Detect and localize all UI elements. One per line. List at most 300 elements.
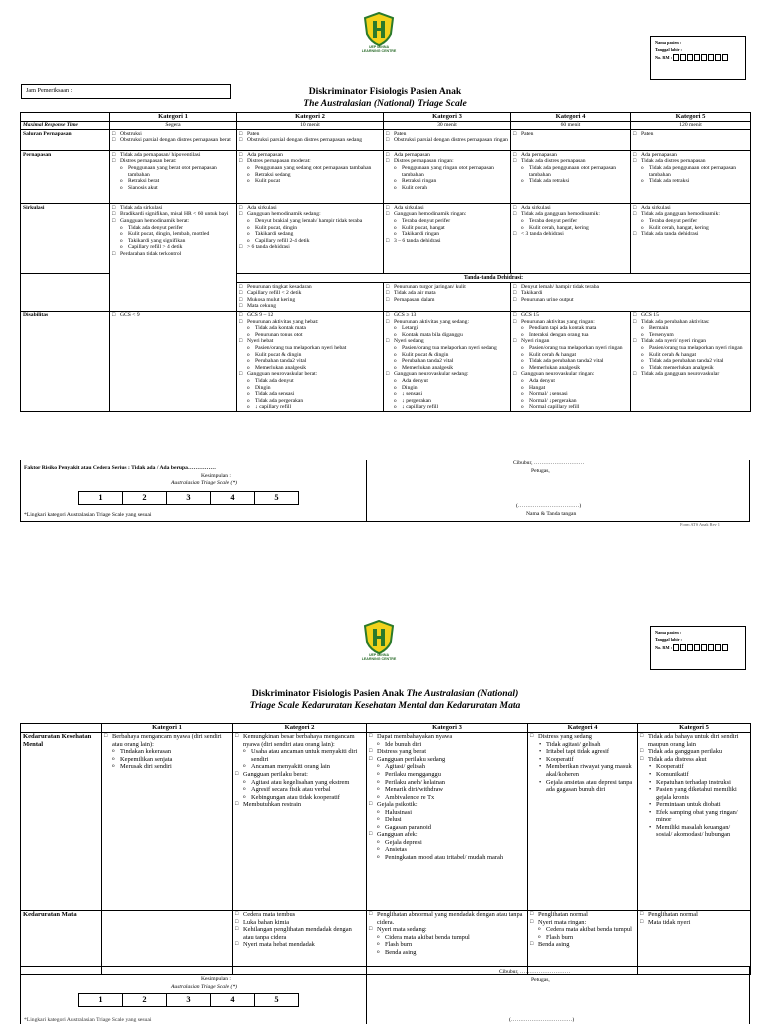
triage-table-page1 — [20, 112, 751, 412]
bullet-item: o Bermain — [633, 325, 748, 332]
checkbox-item[interactable]: □ Obstruksi parsial dengan distres pernapasan ringan — [386, 137, 508, 144]
mental-label: Kedaruratan Kesehatan Mental — [21, 732, 102, 910]
bullet-item: • Gejala ansietas atau depresi tanpa ada gagasan bunuh diri — [530, 779, 635, 794]
airway-cell-4 — [511, 130, 631, 151]
bullet-item: o Penurunan tonus otot — [239, 332, 381, 339]
bullet-item: • Iritabel tapi tidak agresif — [530, 748, 635, 756]
logo-subtext-2: UEP MINNA — [368, 653, 390, 657]
bullet-item: • Tidak agitasi/ gelisah — [530, 741, 635, 749]
bullet-item: o Dingin — [239, 385, 381, 392]
checkbox-item[interactable]: □ > 6 tanda dehidrasi — [239, 244, 381, 251]
eye-cell-3 — [367, 910, 528, 974]
bullet-item: o Retraksi berat — [112, 178, 234, 185]
signature-name-label: Nama & Tanda tangan — [526, 511, 577, 517]
circulation-cell-4 — [511, 204, 631, 274]
breathing-row — [21, 151, 751, 204]
bullet-item: o Flash burn — [369, 941, 525, 949]
circulation-cell-2 — [237, 204, 384, 274]
eye-cell-5 — [638, 910, 751, 974]
bullet-item: o Teraba denyut perifer — [513, 218, 628, 225]
page1-title-block — [240, 86, 530, 110]
checkbox-item[interactable]: □ Bradikardi signifikan, misal HR < 60 untuk bayi — [112, 211, 234, 218]
response-time-3: 30 menit — [384, 121, 511, 130]
bullet-item: o Tindakan kekerasan — [104, 748, 230, 756]
header2-kategori-1: Kategori 1 — [102, 724, 233, 733]
checkbox-item[interactable]: □ 3 – 6 tanda dehidrasi — [386, 238, 508, 245]
bullet-item: o Tidak ada sensasi — [239, 391, 381, 398]
checkbox-item[interactable]: □ Ada sirkulasi — [239, 205, 381, 212]
checkbox-item[interactable]: □ Tidak ada pernapasan/ hipoventilasi — [112, 152, 234, 159]
bullet-item: o Teraba denyut perifer — [386, 218, 508, 225]
bullet-item: • Efek samping obat yang ringan/ minor — [640, 809, 748, 824]
checkbox-item[interactable]: □ Penurunan aktivitas yang hebat: — [239, 319, 381, 326]
checkbox-item[interactable]: □ Tidak ada distres pernapasan — [513, 158, 628, 165]
bullet-item: o Capillary refill > 4 detik — [112, 244, 234, 251]
checkbox-item[interactable]: □ GCS ≥ 13 — [386, 312, 508, 319]
bullet-item: o Capillary refill 2-4 detik — [239, 238, 381, 245]
response-time-1: Segera — [110, 121, 237, 130]
bullet-item: o Kulit cerah, hangat, kering — [513, 225, 628, 232]
bullet-item: o Kebingungan atau tidak kooperatif — [235, 794, 364, 802]
bullet-item: o Pasien/orang tua melaporkan nyeri sedang — [386, 345, 508, 352]
bullet-item: o Perubahan tanda2 vital — [386, 358, 508, 365]
bullet-item: o Sianosis akut — [112, 185, 234, 192]
bullet-item: • Memberikan riwayat yang masuk akal/koheren — [530, 763, 635, 778]
checkbox-item[interactable]: □ Berbahaya mengancam nyawa (diri sendiri atau orang lain): — [104, 733, 230, 748]
patient-id-box — [650, 36, 746, 80]
logo-text: LEARNING CENTRE — [361, 48, 397, 53]
bullet-item: o Perilaku mengganggu — [369, 771, 525, 779]
learning-centre-logo-2 — [354, 620, 404, 670]
checkbox-item[interactable]: □ Dapat membahayakan nyawa — [369, 733, 525, 741]
bullet-item: • Permintaan untuk diobati — [640, 801, 748, 809]
dehydration-spacer-2 — [21, 283, 110, 311]
scale2-option-5[interactable]: 5 — [255, 994, 299, 1007]
checkbox-item[interactable]: □ Tidak ada tanda dehidrasi — [633, 231, 748, 238]
bullet-item: o Kulit pucat, dingin, lembab, mottled — [112, 231, 234, 238]
bullet-item: o Tidak ada penggunaan otot pernapasan tambahan — [633, 165, 748, 178]
dehydration-cell-3 — [511, 283, 751, 311]
disability-cell-3 — [384, 311, 511, 412]
page1-subtitle: The Australasian (National) Triage Scale — [303, 97, 467, 109]
cibubur-line[interactable]: Cibubur, ……………………… — [513, 460, 585, 466]
checkbox-item[interactable]: □ Gangguan hemodinamik sedang: — [239, 211, 381, 218]
signature-line[interactable]: (……………………………) — [516, 503, 582, 509]
scale-option-2[interactable]: 2 — [123, 492, 167, 505]
bullet-item: o Memerlukan analgesik — [513, 365, 628, 372]
patient-name-label-2: Nama pasien : — [655, 630, 682, 635]
bullet-item: o Gagasan paranoid — [369, 824, 525, 832]
mental-cell-4 — [528, 732, 638, 910]
checkbox-item[interactable]: □ Kehilangan penglihatan mendadak dengan atau tanpa cidera — [235, 926, 364, 941]
checkbox-item[interactable]: □ GCS 15 — [513, 312, 628, 319]
bullet-item: • Kooperatif — [640, 763, 748, 771]
checkbox-item[interactable]: □ Tidak ada gangguan perilaku — [640, 748, 748, 756]
bullet-item: o Perilaku aneh/ kelainan — [369, 779, 525, 787]
bullet-item: o Hangat — [513, 385, 628, 392]
checkbox-item[interactable]: □ Nyeri ringan — [513, 338, 628, 345]
bullet-item: o Interaksi dengan orang tua — [513, 332, 628, 339]
bullet-item: o Menarik diri/withdraw — [369, 786, 525, 794]
bullet-item: • Memiliki masalah keuangan/ sosial/ akomodasi/ hubungan — [640, 824, 748, 839]
bullet-item: • Kooperatif — [530, 756, 635, 764]
logo-text-2: LEARNING CENTRE — [361, 656, 397, 661]
header2-kategori-3: Kategori 3 — [367, 724, 528, 733]
circulation-label: Sirkulasi — [21, 204, 110, 274]
kesimpulan-label-2: Kesimpulan : — [201, 976, 231, 982]
checkbox-item[interactable]: □ Paten — [633, 131, 748, 138]
header-kategori-4: Kategori 4 — [511, 113, 631, 122]
checkbox-item[interactable]: □ Paten — [513, 131, 628, 138]
scale2-option-1[interactable]: 1 — [79, 994, 123, 1007]
checkbox-item[interactable]: □ Tidak ada gangguan hemodinamik: — [513, 211, 628, 218]
bullet-item: o Tidak ada retraksi — [513, 178, 628, 185]
bullet-item: o Kulit pucat & dingin — [386, 352, 508, 359]
response-time-4: 60 menit — [511, 121, 631, 130]
bullet-item: o Ambivalence re Tx — [369, 794, 525, 802]
bullet-item: o Tidak ada denyut perifer — [112, 225, 234, 232]
checkbox-item[interactable]: □ GCS 15 — [633, 312, 748, 319]
page2-title-c: Triage Scale Kedaruratan Kesehatan Mental dan Kedaruratan Mata — [249, 699, 521, 711]
scale-label-2: Australasian Triage Scale (*) — [171, 984, 238, 990]
bullet-item: o Ansietas — [369, 846, 525, 854]
bullet-item: o Ide bunuh diri — [369, 741, 525, 749]
checkbox-item[interactable]: □ Penglihatan abnormal yang mendadak dengan atau tanpa cidera. — [369, 911, 525, 926]
scale-label: Australasian Triage Scale (*) — [171, 480, 238, 486]
checkbox-item[interactable]: □ Ada pernapasan — [239, 152, 381, 159]
airway-cell-1 — [110, 130, 237, 151]
petugas-label: Petugas, — [531, 468, 550, 474]
eye-cell-1 — [102, 910, 233, 974]
bullet-item: o Perubahan tanda2 vital — [239, 358, 381, 365]
bullet-item: o Tidak ada pergerakan — [239, 398, 381, 405]
bullet-item: o Kulit pucat — [239, 178, 381, 185]
logo-subtext: UEP MINNA — [368, 45, 390, 49]
bullet-item: o Tidak ada penggunaan otot pernapasan tambahan — [513, 165, 628, 178]
checkbox-item[interactable]: □ Gangguan neurovaskular berat: — [239, 371, 381, 378]
airway-cell-5 — [631, 130, 751, 151]
checkbox-item[interactable]: □ Tidak ada air mata — [386, 290, 508, 297]
dehydration-spacer — [21, 274, 110, 283]
header2-kategori-5: Kategori 5 — [638, 724, 751, 733]
checkbox-item[interactable]: □ Penurunan aktivitas yang sedang: — [386, 319, 508, 326]
disability-cell-4 — [511, 311, 631, 412]
response-time-row — [21, 121, 751, 130]
kesimpulan-label: Kesimpulan : — [201, 473, 231, 479]
checkbox-item[interactable]: □ Cedera mata tembus — [235, 911, 364, 919]
bullet-item: o Pasien/orang tua melaporkan nyeri ringan — [633, 345, 748, 352]
checkbox-item[interactable]: □ Tidak ada sirkulasi — [112, 205, 234, 212]
checkbox-item[interactable]: □ Tidak ada distres pernapasan — [633, 158, 748, 165]
scale2-option-2[interactable]: 2 — [123, 994, 167, 1007]
breathing-cell-4 — [511, 151, 631, 204]
bullet-item: o Pendiam tapi ada kontak mata — [513, 325, 628, 332]
airway-cell-2 — [237, 130, 384, 151]
bullet-item: o Kulit cerah & hangat — [633, 352, 748, 359]
risk-factor-line[interactable]: Faktor Risiko Penyakit atau Cedera Serius : Tidak ada / Ada berupa…………… — [24, 465, 216, 471]
bullet-item: o Takikardi ringan — [386, 231, 508, 238]
checkbox-item[interactable]: □ Distres pernapasan berat: — [112, 158, 234, 165]
bullet-item: o Retraksi sedang — [239, 172, 381, 179]
checkbox-item[interactable]: □ Ada pernapasan — [633, 152, 748, 159]
bullet-item: o Agresif secara fisik atau verbal — [235, 786, 364, 794]
eye-label: Kedaruratan Mata — [21, 910, 102, 974]
bullet-item: o Halusinasi — [369, 809, 525, 817]
scale2-option-4[interactable]: 4 — [211, 994, 255, 1007]
checkbox-item[interactable]: □ Penurunan urine output — [513, 297, 748, 304]
checkbox-item[interactable]: □ Ada pernapasan — [513, 152, 628, 159]
bullet-item: o Memerlukan analgesik — [239, 365, 381, 372]
checkbox-item[interactable]: □ Distress yang sedang — [530, 733, 635, 741]
bullet-item: o Kulit cerah — [386, 185, 508, 192]
mental-cell-5 — [638, 732, 751, 910]
checkbox-item[interactable]: □ Takikardi — [513, 290, 748, 297]
bullet-item: o Letargi — [386, 325, 508, 332]
checkbox-item[interactable]: □ Mata cekung — [239, 303, 381, 310]
airway-label: Saluran Pernapasan — [21, 130, 110, 151]
exam-time-field[interactable] — [21, 84, 231, 99]
patient-id-box-2 — [650, 626, 746, 670]
bullet-item: o Normal/ ↓pergerakan — [513, 398, 628, 405]
scale-option-4[interactable]: 4 — [211, 492, 255, 505]
bullet-item: o Kulit pucat & dingin — [239, 352, 381, 359]
bullet-item: o Cidera mata akibat benda tumpul — [369, 934, 525, 942]
circulation-cell-1 — [110, 204, 237, 311]
header-row — [21, 113, 751, 122]
bullet-item: o Ancaman menyakiti orang lain — [235, 763, 364, 771]
bullet-item: o Agitasi/ gelisah — [369, 763, 525, 771]
checkbox-item[interactable]: □ Obstruksi — [112, 131, 234, 138]
airway-cell-3 — [384, 130, 511, 151]
disability-row — [21, 311, 751, 412]
bullet-item: o ↓ capillary refill — [239, 404, 381, 411]
header-empty — [21, 113, 110, 122]
checkbox-item[interactable]: □ Nyeri sedang — [386, 338, 508, 345]
checkbox-item[interactable]: □ Gangguan hemodinamik ringan: — [386, 211, 508, 218]
checkbox-item[interactable]: □ Kemungkinan besar berbahaya mengancam nyawa (diri sendiri atau orang lain): — [235, 733, 364, 748]
bullet-item: o Ada denyut — [513, 378, 628, 385]
checkbox-item[interactable]: □ Mukosa mulut kering — [239, 297, 381, 304]
checkbox-item[interactable]: □ Perdarahan tidak terkontrol — [112, 251, 234, 258]
checkbox-item[interactable]: □ Penurunan tingkat kesadaran — [239, 284, 381, 291]
patient-name-label: Nama pasien : — [655, 40, 682, 45]
mental-cell-2 — [233, 732, 367, 910]
airway-row — [21, 130, 751, 151]
page2-title-b: The Australasian (National) — [406, 688, 519, 699]
checkbox-item[interactable]: □ Nyeri mata ringan: — [530, 919, 635, 927]
checkbox-item[interactable]: □ Distres pernapasan ringan: — [386, 158, 508, 165]
checkbox-item[interactable]: □ Capillary refill < 2 detik — [239, 290, 381, 297]
checkbox-item[interactable]: □ Obstruksi parsial dengan distres pernapasan berat — [112, 137, 234, 144]
bullet-item: o Ada denyut — [386, 378, 508, 385]
shield-logo-icon-2 — [363, 620, 395, 654]
bullet-item: o Agitasi atau kegelisahan yang ekstrem — [235, 779, 364, 787]
bullet-item: o ↓ sensasi — [386, 391, 508, 398]
breathing-cell-1 — [110, 151, 237, 204]
checkbox-item[interactable]: □ Gangguan perilaku sedang — [369, 756, 525, 764]
bullet-item: o Kulit pucat, hangat — [386, 225, 508, 232]
bullet-item: o Merusak diri sendiri — [104, 763, 230, 771]
mrn-label-2: No. RM : — [655, 644, 673, 650]
scale-option-5[interactable]: 5 — [255, 492, 299, 505]
checkbox-item[interactable]: □ Luka bahan kimia — [235, 919, 364, 927]
bullet-item: o Takikardi sedang — [239, 231, 381, 238]
checkbox-item[interactable]: □ Ada sirkulasi — [513, 205, 628, 212]
mental-cell-3 — [367, 732, 528, 910]
bullet-item: o Memerlukan analgesik — [386, 365, 508, 372]
bullet-item: o Kulit cerah, hangat, kering — [633, 225, 748, 232]
checkbox-item[interactable]: □ Paten — [386, 131, 508, 138]
bullet-item: o Tidak ada perubahan tanda2 vital — [633, 358, 748, 365]
checkbox-item[interactable]: □ GCS < 9 — [112, 312, 234, 319]
breathing-cell-2 — [237, 151, 384, 204]
dehydration-title: Tanda-tanda Dehidrasi: — [237, 274, 751, 283]
triage-scale-page1 — [78, 491, 299, 505]
bullet-item: o Flash burn — [530, 934, 635, 942]
header-kategori-3: Kategori 3 — [384, 113, 511, 122]
header-row-2 — [21, 724, 751, 733]
bullet-item: o Penggunaan yang berat otot pernapasan tambahan — [112, 165, 234, 178]
mrn-label: No. RM : — [655, 54, 673, 60]
scale-option-3[interactable]: 3 — [167, 492, 211, 505]
cibubur-line-2[interactable]: Cibubur, ……………………… — [499, 969, 571, 975]
triage-table-page2 — [20, 723, 751, 975]
bullet-item: o Tidak memerlukan analgesik — [633, 365, 748, 372]
checkbox-item[interactable]: □ Tidak ada gangguan neurovaskular — [633, 371, 748, 378]
checkbox-item[interactable]: □ Nyeri hebat — [239, 338, 381, 345]
exam-time-label: Jam Pemeriksaan : — [26, 87, 73, 94]
response-time-5: 120 menit — [631, 121, 751, 130]
page1-corner-code: Form ATS Anak Rev 1 — [680, 522, 721, 527]
checkbox-item[interactable]: □ Paten — [239, 131, 381, 138]
header-kategori-1: Kategori 1 — [110, 113, 237, 122]
eye-cell-4 — [528, 910, 638, 974]
checkbox-item[interactable]: □ Tidak ada perubahan aktivitas: — [633, 319, 748, 326]
checkbox-item[interactable]: □ Tidak ada nyeri/ nyeri ringan — [633, 338, 748, 345]
checkbox-item[interactable]: □ Ada pernapasan — [386, 152, 508, 159]
breathing-label: Pernapasan — [21, 151, 110, 204]
checkbox-item[interactable]: □ Gangguan neurovaskular ringan: — [513, 371, 628, 378]
dehydration-cell-1 — [237, 283, 384, 311]
bullet-item: o Benda asing — [369, 949, 525, 957]
bullet-item: o Dingin — [386, 385, 508, 392]
bullet-item: o ↓ capillary refill — [386, 404, 508, 411]
birth-date-label: Tanggal lahir : — [655, 47, 682, 53]
header-empty-2 — [21, 724, 102, 733]
checkbox-item[interactable]: □ Pernapasan dalam — [386, 297, 508, 304]
bullet-item: o Retraksi ringan — [386, 178, 508, 185]
bullet-item: o Tidak ada denyut — [239, 378, 381, 385]
checkbox-item[interactable]: □ GCS 9 – 12 — [239, 312, 381, 319]
bullet-item: o Tidak ada retraksi — [633, 178, 748, 185]
checkbox-item[interactable]: □ Penglihatan normal — [530, 911, 635, 919]
checkbox-item[interactable]: □ Membutuhkan restrain — [235, 801, 364, 809]
triage-scale-page2 — [78, 993, 299, 1007]
mrn-boxes-2[interactable] — [673, 644, 729, 651]
checkbox-item[interactable]: □ Gejala psikotik: — [369, 801, 525, 809]
petugas-label-2: Petugas, — [531, 977, 550, 983]
checkbox-item[interactable]: □ Ada sirkulasi — [633, 205, 748, 212]
disability-cell-1 — [110, 311, 237, 412]
bullet-item: o Cedera mata akibat benda tumpul — [530, 926, 635, 934]
disability-label: Disabilitas — [21, 311, 110, 412]
header2-kategori-4: Kategori 4 — [528, 724, 638, 733]
bullet-item: o Penggunaan yang sedang otot pernapasan tambahan — [239, 165, 381, 172]
bullet-item: o Kulit cerah & hangat — [513, 352, 628, 359]
checkbox-item[interactable]: □ Tidak ada distress akut — [640, 756, 748, 764]
mental-cell-1 — [102, 732, 233, 910]
scale-option-1[interactable]: 1 — [79, 492, 123, 505]
eye-row — [21, 910, 751, 974]
mrn-boxes[interactable] — [673, 54, 729, 61]
circulation-cell-5 — [631, 204, 751, 274]
bullet-item: o Kepemilikan senjata — [104, 756, 230, 764]
bullet-item: o Peningkatan mood atau iritabel/ mudah marah — [369, 854, 525, 862]
checkbox-item[interactable]: □ Penurunan aktivitas yang ringan: — [513, 319, 628, 326]
checkbox-item[interactable]: □ Benda asing — [530, 941, 635, 949]
shield-logo-icon — [363, 12, 395, 46]
bullet-item: o Penggunaan yang ringan otot pernapasan tambahan — [386, 165, 508, 178]
checkbox-item[interactable]: □ Distress yang berat — [369, 748, 525, 756]
learning-centre-logo — [354, 12, 404, 62]
page2-title-block — [180, 688, 590, 712]
page2-title-a: Diskriminator Fisiologis Pasien Anak — [251, 688, 407, 699]
scale2-option-3[interactable]: 3 — [167, 994, 211, 1007]
checkbox-item[interactable]: □ Penurunan turgor jaringan/ kulit — [386, 284, 508, 291]
checkbox-item[interactable]: □ Gangguan hemodinamik berat: — [112, 218, 234, 225]
signature-line-2[interactable]: (……………………………) — [509, 1017, 575, 1023]
bullet-item: o Tersenyum — [633, 332, 748, 339]
bullet-item: • Pasien yang diketahui memiliki gejala kronis — [640, 786, 748, 801]
bullet-item: o ↓ pergerakan — [386, 398, 508, 405]
checkbox-item[interactable]: □ Tidak ada bahaya untuk diri sendiri maupun orang lain — [640, 733, 748, 748]
note-text: *Lingkari kategori Australasian Triage Scale yang sesuai — [24, 512, 152, 518]
dehydration-cell-2 — [384, 283, 511, 311]
checkbox-item[interactable]: □ Gangguan perilaku berat: — [235, 771, 364, 779]
checkbox-item[interactable]: □ Penglihatan normal — [640, 911, 748, 919]
bullet-item: o Normal capillary refill — [513, 404, 628, 411]
bullet-item: o Pasien/orang tua melaporkan nyeri hebat — [239, 345, 381, 352]
bullet-item: o Teraba denyut perifer — [633, 218, 748, 225]
checkbox-item[interactable]: □ Nyeri mata hebat mendadak — [235, 941, 364, 949]
mental-row — [21, 732, 751, 910]
bullet-item: • Kepatuhan terhadap instruksi — [640, 779, 748, 787]
checkbox-item[interactable]: □ Denyut lemah/ hampir tidak teraba — [513, 284, 748, 291]
checkbox-item[interactable]: □ Gangguan neurovaskular sedang: — [386, 371, 508, 378]
note-label — [24, 512, 151, 519]
bullet-item: • Komunikatif — [640, 771, 748, 779]
circulation-cell-3 — [384, 204, 511, 274]
checkbox-item[interactable]: □ Nyeri mata sedang: — [369, 926, 525, 934]
checkbox-item[interactable]: □ Gangguan afek: — [369, 831, 525, 839]
bullet-item: o Delusi — [369, 816, 525, 824]
bullet-item: o Kontak mata bila diganggu — [386, 332, 508, 339]
circulation-row — [21, 204, 751, 274]
breathing-cell-3 — [384, 151, 511, 204]
response-time-2: 10 menit — [237, 121, 384, 130]
checkbox-item[interactable]: □ Distres pernapasan moderat: — [239, 158, 381, 165]
checkbox-item[interactable]: □ Mata tidak nyeri — [640, 919, 748, 927]
bullet-item: o Usaha atau ancaman untuk menyakiti diri sendiri — [235, 748, 364, 763]
checkbox-item[interactable]: □ Tidak ada gangguan hemodinamik: — [633, 211, 748, 218]
checkbox-item[interactable]: □ Obstruksi parsial dengan distres pernapasan sedang — [239, 137, 381, 144]
checkbox-item[interactable]: □ Ada sirkulasi — [386, 205, 508, 212]
bullet-item: o Normal/ ↓sensasi — [513, 391, 628, 398]
breathing-cell-5 — [631, 151, 751, 204]
bullet-item: o Takikardi yang signifikan — [112, 238, 234, 245]
bullet-item: o Pasien/orang tua melaporkan nyeri ringan — [513, 345, 628, 352]
checkbox-item[interactable]: □ < 3 tanda dehidrasi — [513, 231, 628, 238]
